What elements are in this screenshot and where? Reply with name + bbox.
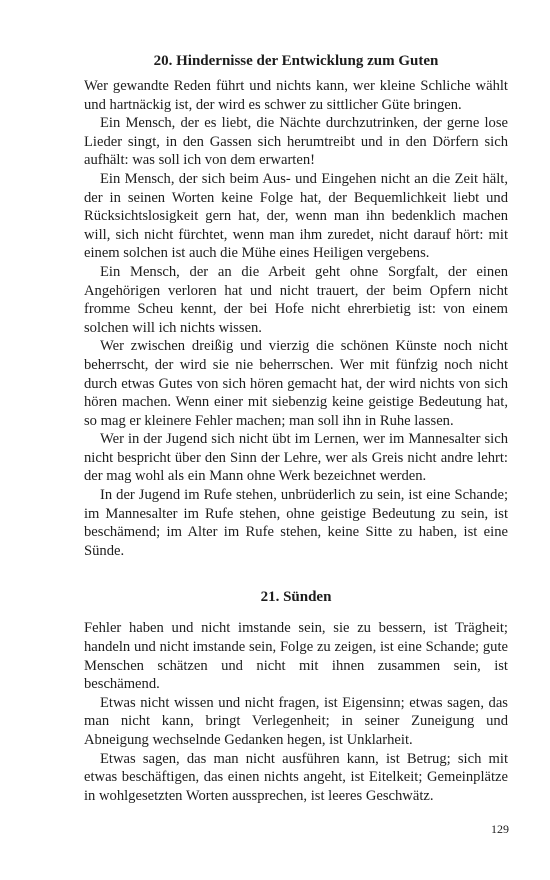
paragraph: In der Jugend im Rufe stehen, unbrüderlich zu sein, ist eine Schande; im Mannesalter im Rufe stehen, ohne geistige Bedeutung zu sein, ist beschämend; im Alter im Rufe stehen, keine Sitte zu haben, ist eine Sünde. <box>84 487 508 559</box>
paragraph: Ein Mensch, der an die Arbeit geht ohne Sorgfalt, der einen Angehörigen verloren hat und nicht trauert, der beim Opfern nicht fromme Scheu kennt, der bei Hofe nicht ehrerbietig ist: von einem solchen will ich nichts wissen. <box>84 263 508 336</box>
paragraph: Fehler haben und nicht imstande sein, sie zu bessern, ist Trägheit; handeln und nicht imstande sein, Folge zu zeigen, ist eine Schande; gute Menschen schätzen und nicht mit ihnen zusammen sein, ist beschämend. <box>84 620 508 693</box>
page-content <box>84 52 508 805</box>
paragraph: Wer zwischen dreißig und vierzig die schönen Künste noch nicht beherrscht, der wird sie nie beherrschen. Wer mit fünfzig noch nicht durch etwas Gutes von sich hören gemacht hat, der wird nichts von sich hören machen. Wenn einer mit siebenzig keine geistige Bedeutung hat, so mag er kleinere Fehler machen; man soll ihn in Ruhe lassen. <box>84 338 508 429</box>
paragraph: Etwas sagen, das man nicht ausführen kann, ist Betrug; sich mit etwas beschäftigen, das einen nichts angeht, ist Eitelkeit; Gemeinplätze in wohlgesetzten Worten aussprechen, ist leeres Geschwätz. <box>84 750 508 804</box>
page-number: 129 <box>491 822 509 836</box>
section-title: 21. Sünden <box>260 589 332 606</box>
section-title: 20. Hindernisse der Entwicklung zum Guten <box>153 53 439 69</box>
paragraph: Etwas nicht wissen und nicht fragen, ist Eigensinn; etwas sagen, das man nicht kann, bringt Verlegenheit; in seiner Zuneigung und Abneigung wechselnde Gedanken hegen, ist Unklarheit. <box>84 694 508 748</box>
paragraph: Wer gewandte Reden führt und nichts kann, wer kleine Schliche wählt und hartnäckig ist, der wird es schwer zu sittlicher Güte bringen. <box>84 78 508 113</box>
paragraph: Ein Mensch, der sich beim Aus- und Eingehen nicht an die Zeit hält, der in seinen Worten keine Folge hat, der Bequemlichkeit liebt und Rücksichtslosigkeit gern hat, der, wenn man ihn bedenklich machen will, sich nicht fürchtet, wenn man ihm zuredet, nicht darauf hört: mit einem solchen ist auch die Mühe eines Heiligen vergebens. <box>84 170 508 262</box>
paragraph: Ein Mensch, der es liebt, die Nächte durchzutrinken, der gerne lose Lieder singt, in den Gassen sich herumtreibt und in den Dörfern sich aufhält: was soll ich von dem erwarten! <box>84 115 508 169</box>
paragraph: Wer in der Jugend sich nicht übt im Lernen, wer im Mannesalter sich nicht bespricht über den Sinn der Lehre, wer als Greis nicht andre lehrt: der mag wohl als ein Mann ohne Werk bezeichnet werden. <box>84 431 508 485</box>
